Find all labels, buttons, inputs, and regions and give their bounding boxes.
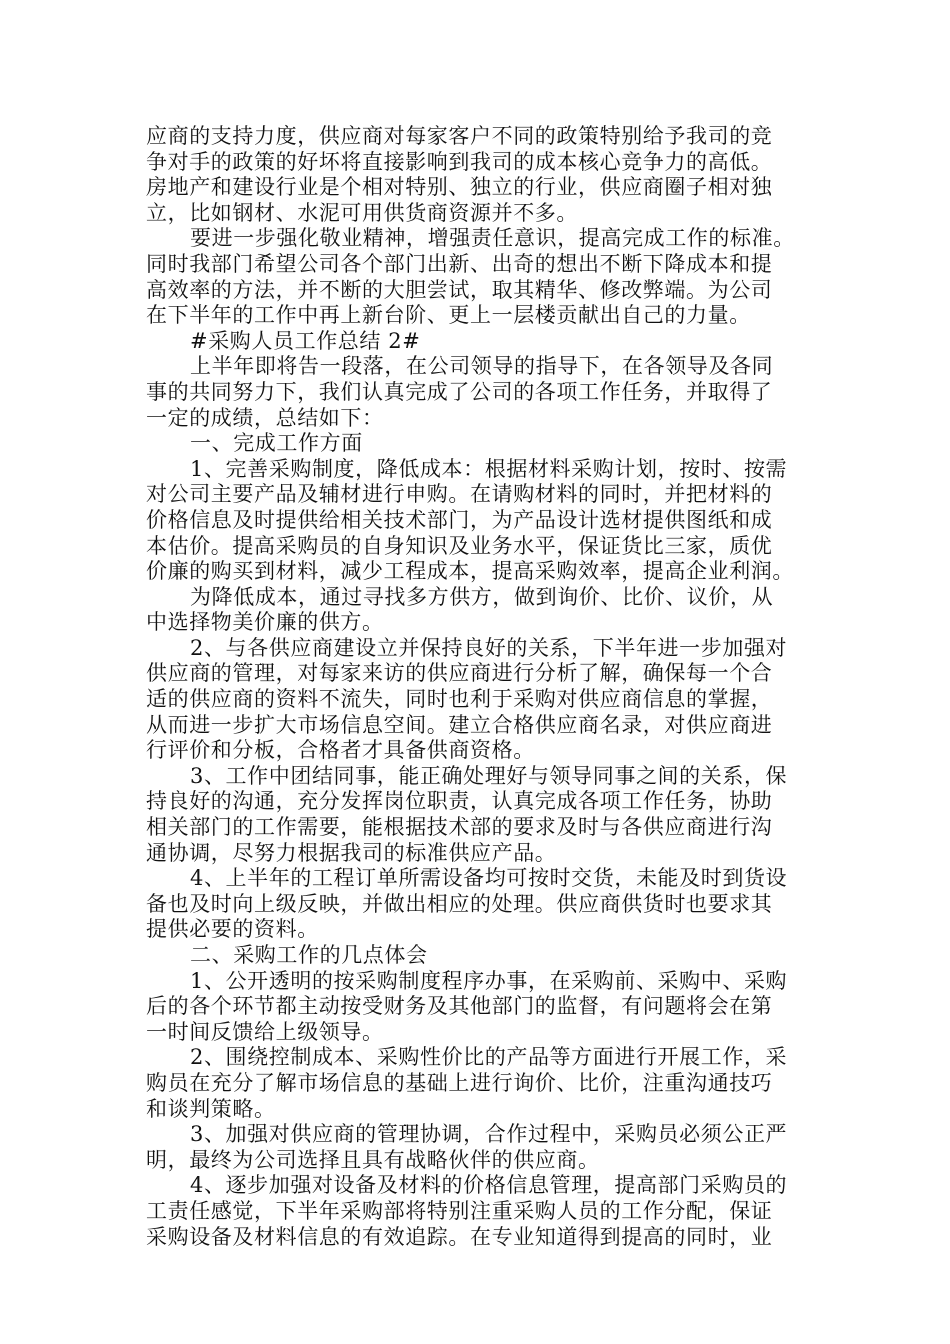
text-line: 二、采购工作的几点体会 <box>190 943 428 967</box>
text-line: 房地产和建设行业是个相对特别、独立的行业，供应商圈子相对独 <box>146 175 773 200</box>
text-line: 同时我部门希望公司各个部门出新、出奇的想出不断下降成本和提 <box>146 251 773 276</box>
text-line: 行评价和分板，合格者才具备供商资格。 <box>146 738 535 763</box>
text-line: 在下半年的工作中再上新台阶、更上一层楼贡献出自己的力量。 <box>146 303 751 328</box>
text-line: #采购人员工作总结 2# <box>190 328 421 353</box>
text-line: 工责任感觉，下半年采购部将特别注重采购人员的工作分配，保证 <box>146 1198 773 1223</box>
text-line: 上半年即将告一段落，在公司领导的指导下，在各领导及各同 <box>190 354 774 379</box>
text-line: 争对手的政策的好坏将直接影响到我司的成本核心竞争力的高低。 <box>146 149 773 174</box>
text-line: 价廉的购买到材料，减少工程成本，提高采购效率，提高企业利润。 <box>146 559 794 584</box>
text-line: 1、公开透明的按采购制度程序办事，在采购前、采购中、采购 <box>190 968 788 993</box>
text-line: 本估价。提高采购员的自身知识及业务水平，保证货比三家，质优 <box>146 533 773 558</box>
text-line: 3、加强对供应商的管理协调，合作过程中，采购员必须公正严 <box>190 1122 788 1147</box>
text-line: 一定的成绩，总结如下： <box>146 405 384 430</box>
text-line: 适的供应商的资料不流失，同时也利于采购对供应商信息的掌握， <box>146 687 773 712</box>
text-line: 和谈判策略。 <box>146 1096 276 1121</box>
text-line: 中选择物美价廉的供方。 <box>146 610 384 635</box>
text-line: 高效率的方法，并不断的大胆尝试，取其精华、修改弊端。为公司 <box>146 277 773 302</box>
text-line: 为降低成本，通过寻找多方供方，做到询价、比价、议价，从 <box>190 584 774 609</box>
document-body <box>146 124 806 1250</box>
text-line: 后的各个环节都主动按受财务及其他部门的监督，有问题将会在第 <box>146 994 773 1019</box>
text-line: 应商的支持力度，供应商对每家客户不同的政策特别给予我司的竞 <box>146 124 773 148</box>
text-line: 对公司主要产品及辅材进行申购。在请购材料的同时，并把材料的 <box>146 482 773 507</box>
text-line: 持良好的沟通，充分发挥岗位职责，认真完成各项工作任务，协助 <box>146 789 773 814</box>
text-line: 立，比如钢材、水泥可用供货商资源并不多。 <box>146 200 578 225</box>
text-line: 2、围绕控制成本、采购性价比的产品等方面进行开展工作，采 <box>190 1045 788 1070</box>
text-line: 明，最终为公司选择且具有战略伙伴的供应商。 <box>146 1147 600 1172</box>
text-line: 一时间反馈给上级领导。 <box>146 1019 384 1044</box>
text-line: 要进一步强化敬业精神，增强责任意识，提高完成工作的标准。 <box>190 226 795 251</box>
text-line: 2、与各供应商建设立并保持良好的关系，下半年进一步加强对 <box>190 635 788 660</box>
text-line: 供应商的管理，对每家来访的供应商进行分析了解，确保每一个合 <box>146 661 773 686</box>
text-line: 4、上半年的工程订单所需设备均可按时交货，未能及时到货设 <box>190 866 788 891</box>
text-line: 价格信息及时提供给相关技术部门，为产品设计选材提供图纸和成 <box>146 507 773 532</box>
text-line: 一、完成工作方面 <box>190 431 363 456</box>
text-line: 3、工作中团结同事，能正确处理好与领导同事之间的关系，保 <box>190 763 788 788</box>
text-line: 从而进一步扩大市场信息空间。建立合格供应商名录，对供应商进 <box>146 712 773 737</box>
text-line: 相关部门的工作需要，能根据技术部的要求及时与各供应商进行沟 <box>146 815 773 840</box>
text-line: 采购设备及材料信息的有效追踪。在专业知道得到提高的同时，业 <box>146 1224 773 1249</box>
text-line: 通协调，尽努力根据我司的标准供应产品。 <box>146 840 557 865</box>
text-line: 4、逐步加强对设备及材料的价格信息管理，提高部门采购员的 <box>190 1173 788 1198</box>
text-line: 1、完善采购制度，降低成本：根据材料采购计划，按时、按需 <box>190 456 788 481</box>
text-line: 提供必要的资料。 <box>146 917 319 942</box>
text-line: 事的共同努力下，我们认真完成了公司的各项工作任务，并取得了 <box>146 379 773 404</box>
text-line: 备也及时向上级反映，并做出相应的处理。供应商供货时也要求其 <box>146 891 773 916</box>
text-line: 购员在充分了解市场信息的基础上进行询价、比价，注重沟通技巧 <box>146 1070 773 1095</box>
